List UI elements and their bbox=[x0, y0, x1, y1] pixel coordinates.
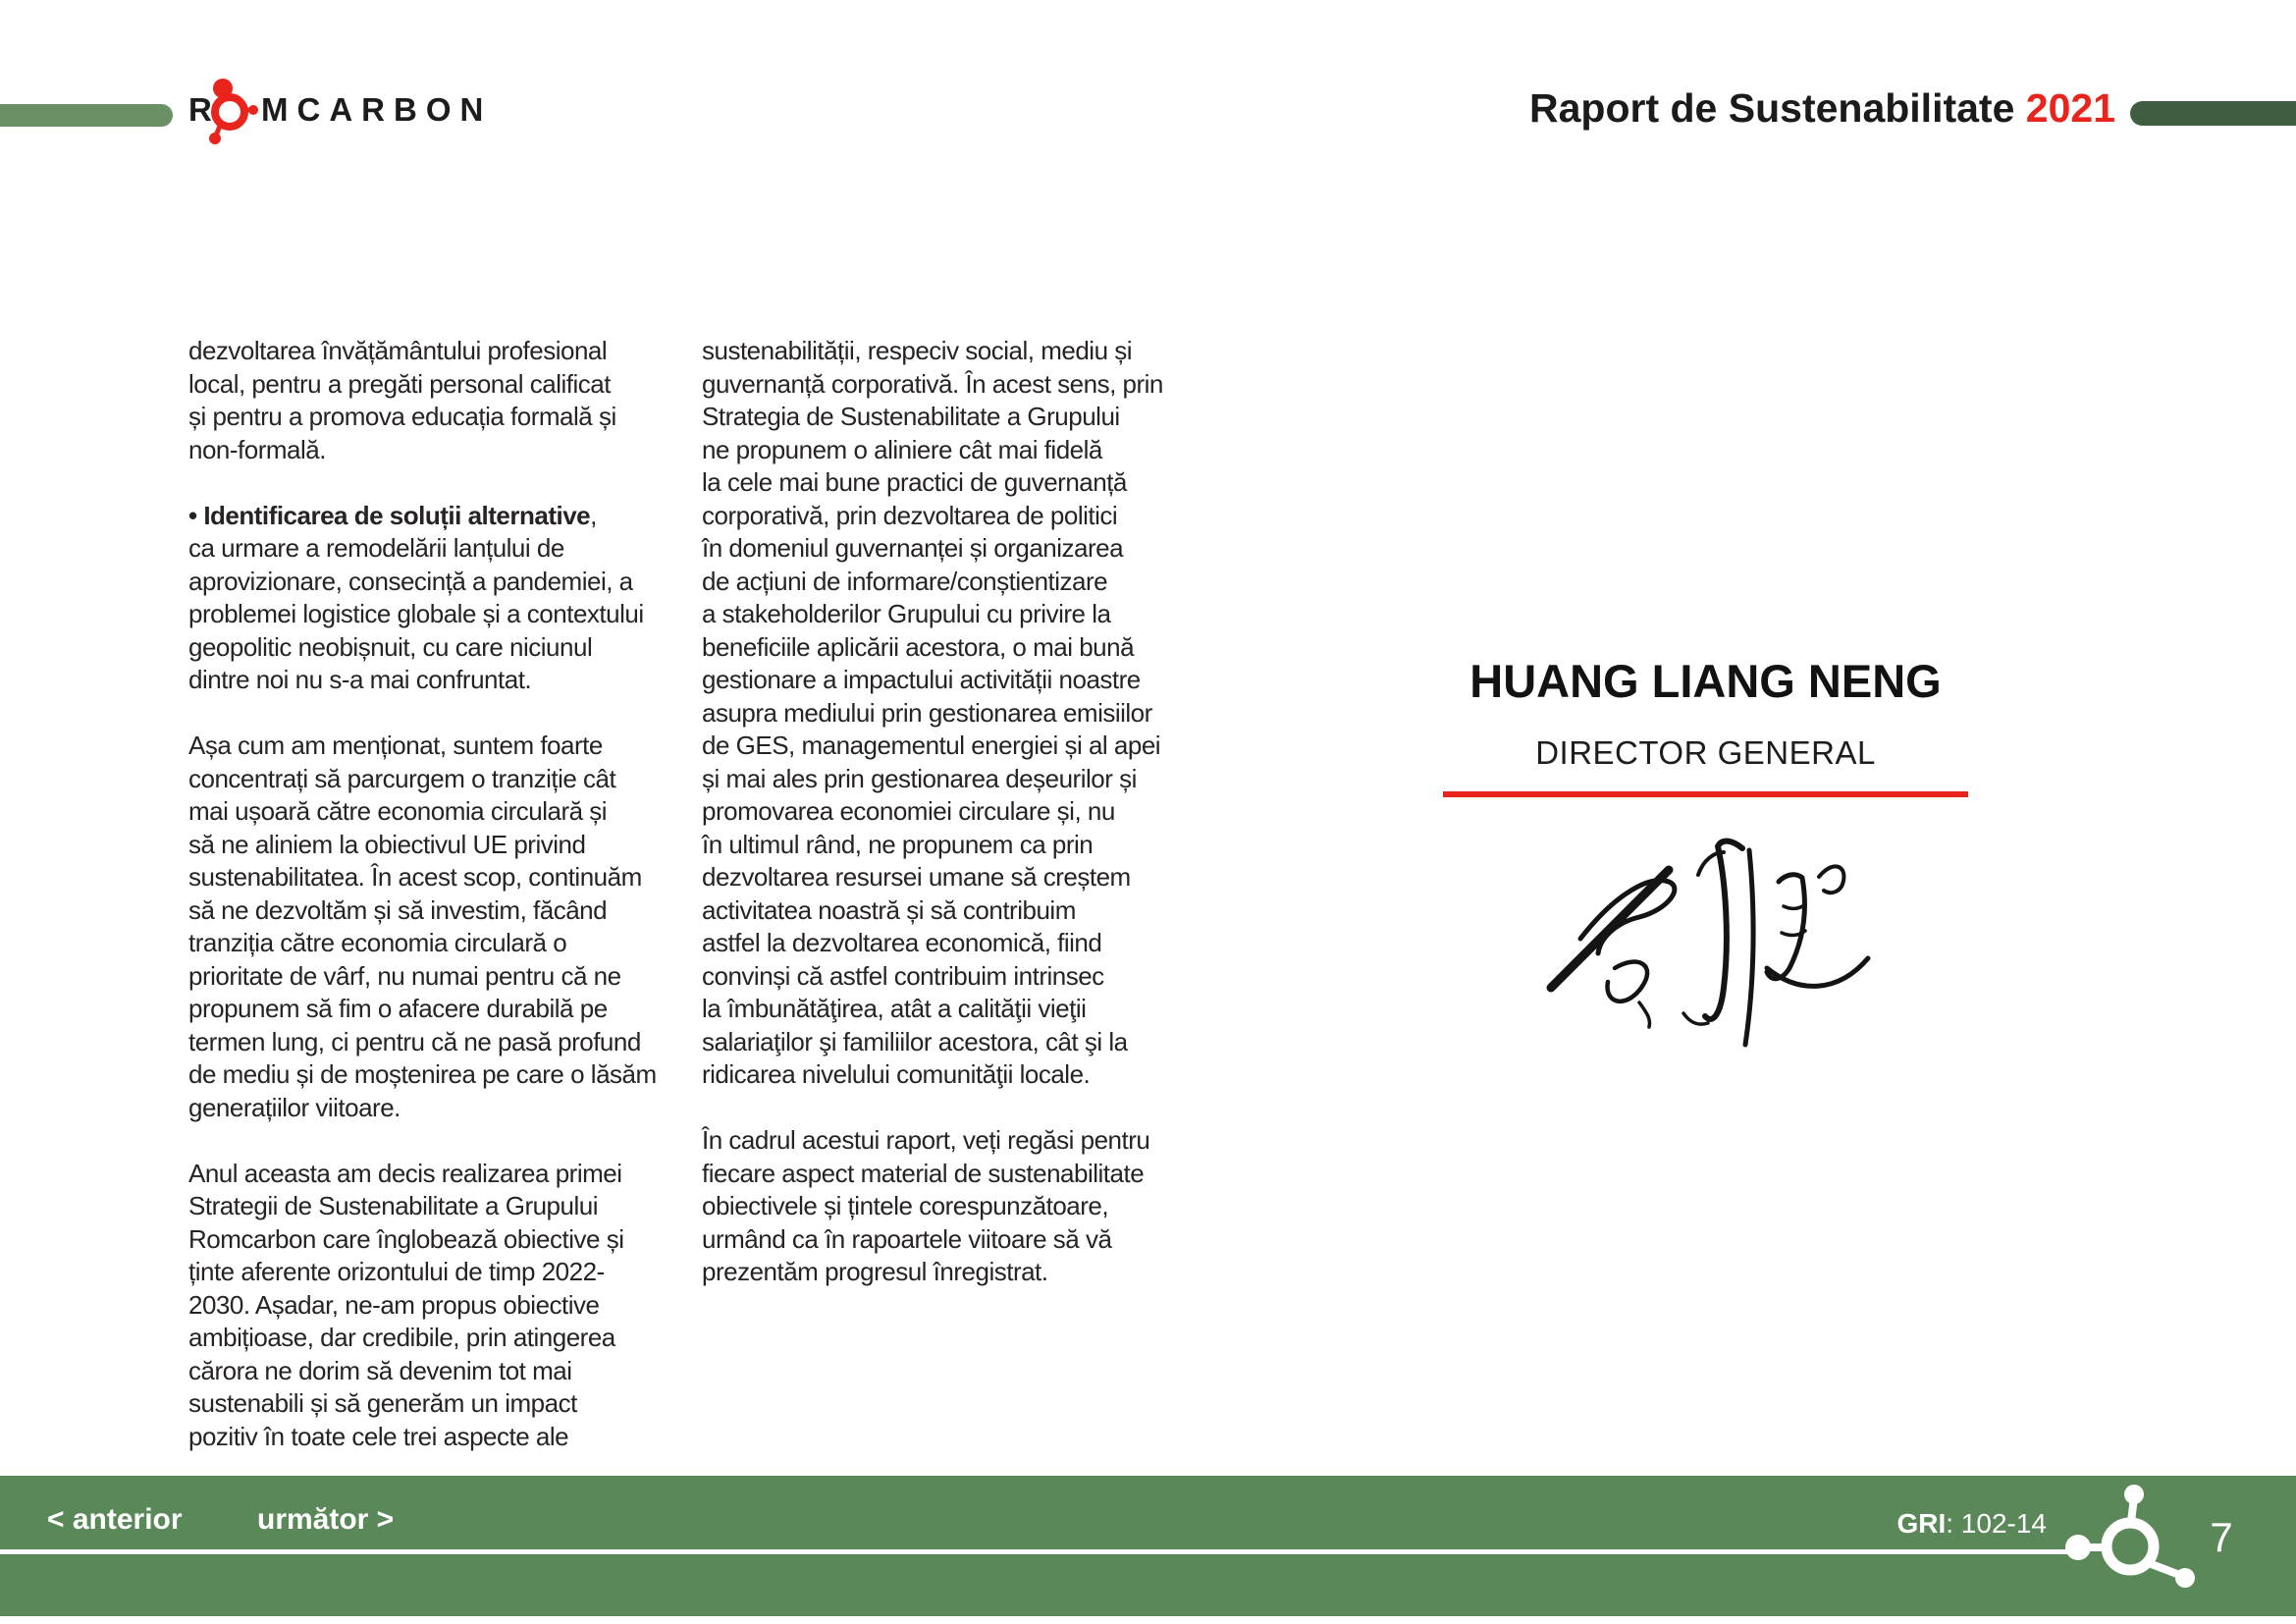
paragraph bbox=[188, 500, 701, 697]
text-line: ca urmare a remodelării lanțului de bbox=[188, 533, 564, 563]
text-line: Anul aceasta am decis realizarea primei bbox=[188, 1158, 622, 1188]
text-line: concentrați să parcurgem o tranziție cât bbox=[188, 763, 616, 793]
text-line: ne propunem o aliniere cât mai fidelă bbox=[702, 434, 1102, 464]
paragraph bbox=[188, 1158, 701, 1454]
paragraph bbox=[702, 1124, 1214, 1289]
text-line: generațiilor viitoare. bbox=[188, 1092, 400, 1122]
gri-reference bbox=[1896, 1505, 2047, 1543]
text-line: obiectivele și țintele corespunzătoare, bbox=[702, 1191, 1109, 1220]
romcarbon-logo-letters: MCARBON bbox=[261, 91, 493, 128]
text-line: activitatea noastră și să contribuim bbox=[702, 894, 1076, 925]
header-right-green-bar bbox=[2130, 101, 2296, 126]
text-line: de mediu și de moștenirea pe care o lăsăm bbox=[188, 1059, 657, 1089]
text-line: tranziția către economia circulară o bbox=[188, 928, 567, 957]
text-line: sustenabilitatea. În acest scop, continuăm bbox=[188, 862, 642, 892]
text-line: gestionare a impactului activității noastre bbox=[702, 665, 1141, 694]
text-line: a stakeholderilor Grupului cu privire la bbox=[702, 599, 1111, 628]
paragraph bbox=[188, 335, 701, 466]
text-line: guvernanță corporativă. În acest sens, prin bbox=[702, 368, 1163, 399]
text-line: pozitiv în toate cele trei aspecte ale bbox=[188, 1421, 569, 1451]
paragraph bbox=[188, 730, 701, 1124]
text-line: la cele mai bune practici de guvernanță bbox=[702, 467, 1127, 497]
text-line: și mai ales prin gestionarea deșeurilor și bbox=[702, 763, 1137, 793]
text-line: • Identificarea de soluții alternative, bbox=[188, 500, 597, 530]
text-column-right bbox=[702, 335, 1214, 1322]
text-line: de GES, managementul energiei și al apei bbox=[702, 731, 1161, 760]
text-column-left bbox=[188, 335, 701, 1487]
footer-molecule-icon bbox=[2056, 1471, 2206, 1600]
text-line: în ultimul rând, ne propunem ca prin bbox=[702, 829, 1094, 859]
text-line: ridicarea nivelului comunităţii locale. bbox=[702, 1059, 1091, 1089]
text-line: să ne dezvoltăm și să investim, făcând bbox=[188, 894, 608, 925]
text-line: În cadrul acestui raport, veți regăsi pentru bbox=[702, 1125, 1150, 1155]
romcarbon-logo-letter-r: R bbox=[188, 91, 214, 128]
text-line: asupra mediului prin gestionarea emisiilor bbox=[702, 697, 1152, 728]
text-line: sustenabilității, respeciv social, mediu și bbox=[702, 336, 1133, 365]
footer-white-rule bbox=[0, 1549, 2069, 1554]
text-line: ținte aferente orizontului de timp 2022- bbox=[188, 1257, 605, 1286]
paragraph bbox=[702, 335, 1214, 1092]
text-line: termen lung, ci pentru că ne pasă profund bbox=[188, 1026, 641, 1056]
text-line: prioritate de vârf, nu numai pentru că ne bbox=[188, 960, 621, 991]
text-line: dezvoltarea resursei umane să creștem bbox=[702, 862, 1131, 892]
text-line: beneficiile aplicării acestora, o mai bună bbox=[702, 631, 1135, 662]
text-line: ambițioase, dar credibile, prin atingerea bbox=[188, 1323, 615, 1352]
romcarbon-molecule-icon bbox=[204, 75, 261, 149]
text-line: 2030. Așadar, ne-am propus obiective bbox=[188, 1289, 600, 1320]
text-line: problemei logistice globale și a contextului bbox=[188, 599, 644, 628]
next-page-button[interactable]: următor > bbox=[257, 1503, 395, 1536]
text-line: promovarea economiei circulare și, nu bbox=[702, 796, 1115, 826]
text-line: salariaţilor şi familiilor acestora, cât şi la bbox=[702, 1026, 1128, 1056]
signatory-name: HUANG LIANG NENG bbox=[1469, 655, 1942, 707]
text-line: de acțiuni de informare/conștientizare bbox=[702, 566, 1108, 596]
text-line: fiecare aspect material de sustenabilitate bbox=[702, 1158, 1145, 1188]
report-title-year: 2021 bbox=[2025, 85, 2115, 131]
text-line: sustenabili și să generăm un impact bbox=[188, 1388, 577, 1418]
text-line: dezvoltarea învățământului profesional bbox=[188, 336, 608, 365]
text-line: Strategia de Sustenabilitate a Grupului bbox=[702, 402, 1120, 431]
text-line: dintre noi nu s-a mai confruntat. bbox=[188, 665, 532, 694]
text-line: aprovizionare, consecință a pandemiei, a bbox=[188, 566, 633, 596]
text-line: non-formală. bbox=[188, 434, 326, 464]
text-line: prezentăm progresul înregistrat. bbox=[702, 1257, 1048, 1286]
text-line: convinși că astfel contribuim intrinsec bbox=[702, 960, 1104, 991]
header-left-green-bar bbox=[0, 104, 173, 127]
gri-reference-label: GRI bbox=[1896, 1508, 1947, 1539]
gri-reference-code: : 102-14 bbox=[1946, 1508, 2047, 1539]
report-title-text: Raport de Sustenabilitate bbox=[1529, 85, 2026, 131]
text-line: în domeniul guvernanței și organizarea bbox=[702, 533, 1124, 563]
previous-page-button[interactable]: < anterior bbox=[47, 1503, 183, 1536]
text-line: la îmbunătăţirea, atât a calităţii vieţii bbox=[702, 994, 1087, 1023]
text-line: urmând ca în rapoartele viitoare să vă bbox=[702, 1223, 1112, 1254]
text-line: și pentru a promova educația formală și bbox=[188, 402, 616, 431]
page-title bbox=[1529, 85, 2115, 131]
page-number: 7 bbox=[2210, 1514, 2233, 1560]
text-line: local, pentru a pregăti personal calificat bbox=[188, 368, 611, 399]
text-line: să ne aliniem la obiectivul UE privind bbox=[188, 829, 586, 859]
text-line: Romcarbon care înglobează obiective și bbox=[188, 1223, 624, 1254]
signatory-title: DIRECTOR GENERAL bbox=[1535, 734, 1876, 771]
footer-green-bar bbox=[0, 1476, 2296, 1616]
signature-red-rule bbox=[1443, 791, 1968, 797]
signature-handwriting bbox=[1522, 821, 1875, 1052]
text-line: Așa cum am menționat, suntem foarte bbox=[188, 731, 603, 760]
text-line: corporativă, prin dezvoltarea de politici bbox=[702, 500, 1118, 530]
text-line: cărora ne dorim să devenim tot mai bbox=[188, 1355, 572, 1385]
text-line: propunem să fim o afacere durabilă pe bbox=[188, 994, 608, 1023]
text-line: astfel la dezvoltarea economică, fiind bbox=[702, 928, 1102, 957]
text-line: mai ușoară către economia circulară și bbox=[188, 796, 608, 826]
text-line: geopolitic neobișnuit, cu care niciunul bbox=[188, 631, 593, 662]
text-line: Strategii de Sustenabilitate a Grupului bbox=[188, 1191, 598, 1220]
